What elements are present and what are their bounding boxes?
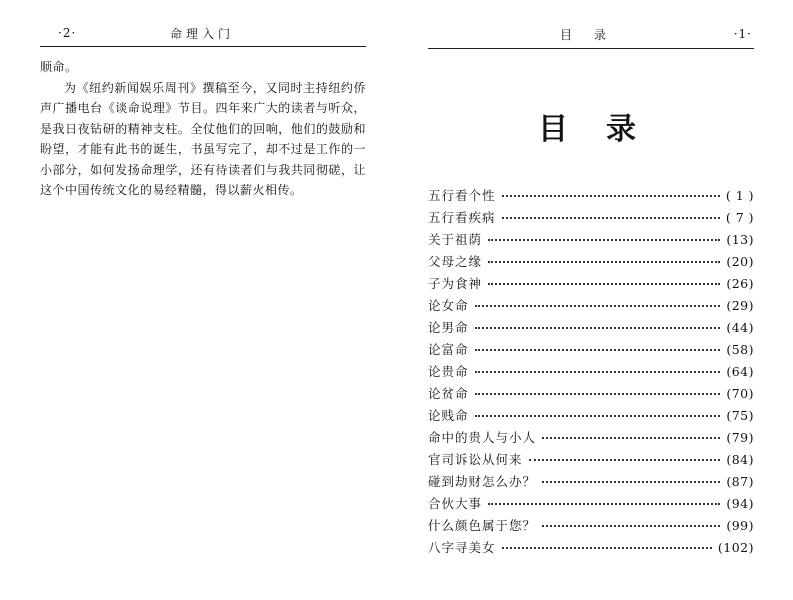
toc-entry[interactable] bbox=[428, 296, 754, 318]
toc-entry[interactable] bbox=[428, 340, 754, 362]
toc-entry-title: 论富命 bbox=[428, 342, 469, 357]
toc-entry-page: (94) bbox=[726, 496, 754, 511]
toc-entry-title: 碰到劫财怎么办？ bbox=[428, 474, 537, 489]
toc-entry[interactable] bbox=[428, 362, 754, 384]
toc-entry[interactable] bbox=[428, 450, 754, 472]
left-page-number: ·2· bbox=[58, 26, 77, 40]
toc-entry[interactable] bbox=[428, 186, 754, 208]
dot-leader bbox=[475, 371, 721, 373]
toc-entry-page: (84) bbox=[726, 452, 754, 467]
dot-leader bbox=[475, 415, 721, 417]
toc-entry[interactable] bbox=[428, 494, 754, 516]
toc-entry-page: (64) bbox=[726, 364, 754, 379]
toc-entry-title: 论贵命 bbox=[428, 364, 469, 379]
toc-entry-page: (87) bbox=[726, 474, 754, 489]
toc-entry-page: (13) bbox=[726, 232, 754, 247]
toc-entry-title: 关于祖荫 bbox=[428, 232, 483, 247]
toc-entry-page: ( 7 ) bbox=[725, 210, 754, 225]
toc-heading: 目录 bbox=[538, 112, 674, 147]
toc-entry-page: (29) bbox=[726, 298, 754, 313]
toc-entry-page: (102) bbox=[717, 540, 754, 555]
toc-entry-page: ( 1 ) bbox=[725, 188, 754, 203]
toc-entry[interactable] bbox=[428, 538, 754, 560]
dot-leader bbox=[502, 217, 720, 219]
toc-entry-title: 合伙大事 bbox=[428, 496, 483, 511]
toc-entry[interactable] bbox=[428, 318, 754, 340]
toc-entry-title: 八字寻美女 bbox=[428, 540, 496, 555]
book-title: 命理入门 bbox=[170, 27, 235, 41]
toc-entry[interactable] bbox=[428, 406, 754, 428]
dot-leader bbox=[475, 349, 721, 351]
toc-entry-title: 子为食神 bbox=[428, 276, 483, 291]
toc-entry[interactable] bbox=[428, 252, 754, 274]
dot-leader bbox=[488, 261, 720, 263]
toc-entry-title: 五行看个性 bbox=[428, 188, 496, 203]
dot-leader bbox=[475, 393, 721, 395]
toc-entry[interactable] bbox=[428, 230, 754, 252]
section-title: 目录 bbox=[560, 28, 629, 42]
toc-entry[interactable] bbox=[428, 208, 754, 230]
dot-leader bbox=[475, 327, 721, 329]
toc-entry-page: (26) bbox=[726, 276, 754, 291]
dot-leader bbox=[488, 283, 720, 285]
toc-entry[interactable] bbox=[428, 274, 754, 296]
paragraph: 为《纽约新闻娱乐周刊》撰稿至今，又同时主持纽约侨声广播电台《谈命说理》节目。四年来广大的读者与听众，是我日夜钻研的精神支柱。全仗他们的回响，他们的鼓励和盼望，才能有此书的诞生，书虽写完了，却不过是工作的一小部分，如何发扬命理学，还有待读者们与我共同彻磋，让这个中国传统文化的易经精髓，得以薪火相传。 bbox=[40, 80, 366, 197]
toc-entry[interactable] bbox=[428, 384, 754, 406]
toc-entry-title: 父母之缘 bbox=[428, 254, 483, 269]
dot-leader bbox=[542, 437, 720, 439]
toc-entry-title: 官司诉讼从何来 bbox=[428, 452, 523, 467]
left-page bbox=[40, 18, 366, 578]
toc-entry-page: (58) bbox=[726, 342, 754, 357]
toc-entry-title: 论男命 bbox=[428, 320, 469, 335]
toc-entry-page: (79) bbox=[726, 430, 754, 445]
dot-leader bbox=[542, 525, 720, 527]
toc-entry[interactable] bbox=[428, 428, 754, 450]
dot-leader bbox=[529, 459, 721, 461]
toc-entry-title: 什么颜色属于您？ bbox=[428, 518, 537, 533]
dot-leader bbox=[488, 503, 720, 505]
toc-entry[interactable] bbox=[428, 516, 754, 538]
toc-entry-title: 命中的贵人与小人 bbox=[428, 430, 537, 445]
dot-leader bbox=[542, 481, 720, 483]
right-running-header bbox=[428, 18, 754, 49]
toc-entry-title: 论贱命 bbox=[428, 408, 469, 423]
dot-leader bbox=[502, 547, 712, 549]
right-page-number: ·1· bbox=[733, 27, 752, 41]
toc-entry-title: 五行看疾病 bbox=[428, 210, 496, 225]
paragraph: 顺命。 bbox=[40, 60, 78, 74]
right-page bbox=[428, 18, 754, 578]
dot-leader bbox=[475, 305, 721, 307]
toc-entry-page: (75) bbox=[726, 408, 754, 423]
toc-entry-page: (20) bbox=[726, 254, 754, 269]
left-body-text bbox=[40, 57, 366, 201]
toc-entry-page: (99) bbox=[726, 518, 754, 533]
left-running-header bbox=[40, 18, 366, 47]
dot-leader bbox=[502, 195, 720, 197]
toc-entry-title: 论女命 bbox=[428, 298, 469, 313]
toc-entry-title: 论贫命 bbox=[428, 386, 469, 401]
dot-leader bbox=[488, 239, 720, 241]
toc-list bbox=[428, 186, 754, 560]
toc-entry-page: (44) bbox=[726, 320, 754, 335]
toc-entry-page: (70) bbox=[726, 386, 754, 401]
toc-entry[interactable] bbox=[428, 472, 754, 494]
